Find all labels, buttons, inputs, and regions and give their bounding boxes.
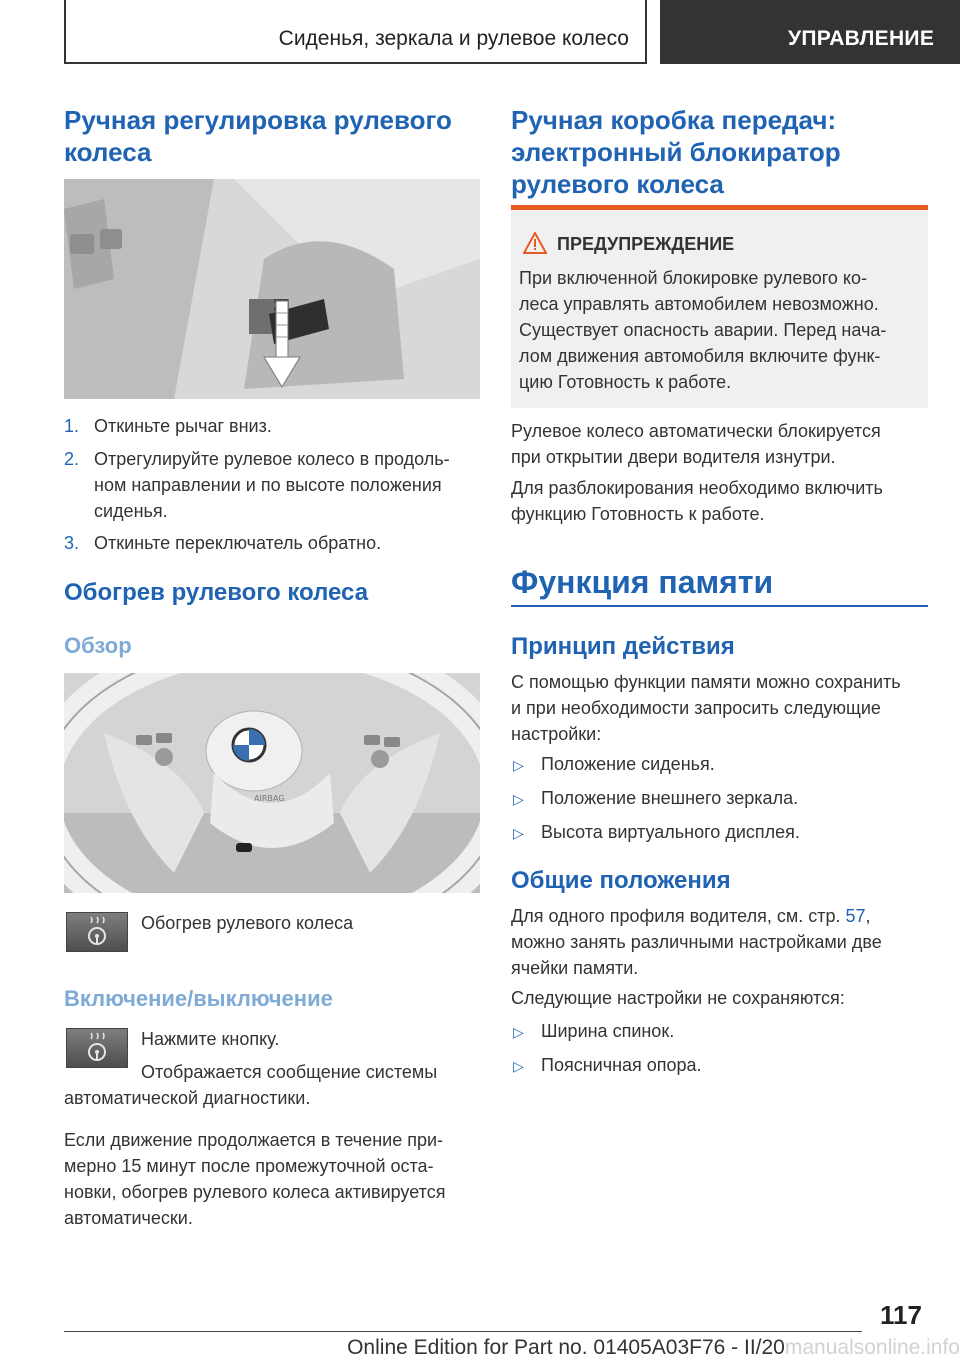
bullet-triangle-icon: ▷ <box>513 825 524 841</box>
message-line1: Отображается сообщение системы <box>141 1062 438 1082</box>
not-saved-item: Ширина спинок. <box>541 1021 675 1041</box>
memory-item: Положение внешнего зеркала. <box>541 788 799 808</box>
steering-wheel-image <box>64 673 480 893</box>
header-chapter-box <box>660 0 960 64</box>
warning-line: цию Готовность к работе. <box>519 372 732 392</box>
step-number-3: 3. <box>64 533 80 553</box>
steering-column-lever-image <box>64 179 480 399</box>
heating-button-image <box>66 1028 128 1068</box>
general-line-1-text: Для одного профиля водителя, см. стр. <box>511 906 841 926</box>
steering-lock-title-line: рулевого колеса <box>511 169 724 199</box>
airbag-label: AIRBAG <box>254 794 285 803</box>
warning-text <box>519 265 886 395</box>
step-1-text <box>94 413 272 439</box>
paragraph-line: настройки: <box>511 724 602 744</box>
message-line2: автоматической диагностики. <box>64 1088 311 1108</box>
step-number-1: 1. <box>64 416 80 436</box>
footer-rule <box>64 1331 862 1332</box>
bullet-triangle-icon: ▷ <box>513 1024 524 1040</box>
warning-line: леса управлять автомобилем невозможно. <box>519 294 879 314</box>
header-chapter: УПРАВЛЕНИЕ <box>788 27 935 50</box>
onoff-title: Включение/выключение <box>64 986 333 1011</box>
principle-text <box>511 669 901 747</box>
paragraph-line: и при необходимости запросить следующие <box>511 698 881 718</box>
lever-illustration <box>64 179 480 399</box>
steering-lock-title-line: электронный блокиратор <box>511 137 841 167</box>
heating-caption: Обогрев рулевого колеса <box>141 913 354 933</box>
wheel-heating-button-image <box>66 912 128 952</box>
manual-adjust-title-line1: Ручная регулировка рулевого <box>64 105 452 135</box>
memory-item: Высота виртуального дисплея. <box>541 822 800 842</box>
paragraph-line: мерно 15 минут после промежуточной оста- <box>64 1156 434 1176</box>
header-section-title: Сиденья, зеркала и рулевое колесо <box>278 27 629 50</box>
press-button-text: Нажмите кнопку. <box>141 1029 280 1049</box>
warning-line: лом движения автомобиля включите функ- <box>519 346 881 366</box>
lock-paragraph-1 <box>511 418 881 470</box>
paragraph-line: С помощью функции памяти можно сохранить <box>511 672 901 692</box>
paragraph-line: Если движение продолжается в течение при- <box>64 1130 444 1150</box>
steering-heat-icon <box>67 913 127 951</box>
step-1-line: Откиньте рычаг вниз. <box>94 416 272 436</box>
manual-adjust-title <box>64 104 452 168</box>
warning-line: Существует опасность аварии. Перед нача- <box>519 320 887 340</box>
step-2-line: ном направлении и по высоте положения <box>94 475 442 495</box>
memory-item: Положение сиденья. <box>541 754 715 774</box>
overview-title: Обзор <box>64 633 132 658</box>
paragraph-line: автоматически. <box>64 1208 193 1228</box>
general-line-1 <box>511 903 882 929</box>
steering-lock-title-line: Ручная коробка передач: <box>511 105 837 135</box>
manual-adjust-title-line2: колеса <box>64 137 152 167</box>
step-2-line: Отрегулируйте рулевое колесо в продоль- <box>94 449 450 469</box>
not-saved-item: Поясничная опора. <box>541 1055 702 1075</box>
paragraph-line: при открытии двери водителя изнутри. <box>511 447 836 467</box>
warning-line: При включенной блокировке рулевого ко- <box>519 268 867 288</box>
paragraph-line: функцию Готовность к работе. <box>511 504 765 524</box>
footer-edition: Online Edition for Part no. 01405A03F76 - II/20 <box>347 1336 785 1359</box>
warning-box <box>511 205 928 408</box>
paragraph-line: ячейки памяти. <box>511 958 639 978</box>
general-text <box>511 903 882 981</box>
steering-wheel-illustration <box>64 673 480 893</box>
page-57-link[interactable]: 57 <box>845 906 866 926</box>
step-2-line: сиденья. <box>94 501 168 521</box>
footer-watermark: manualsonline.info <box>784 1336 960 1359</box>
principle-title: Принцип действия <box>511 633 735 660</box>
general-title: Общие положения <box>511 867 731 894</box>
warning-triangle-icon <box>523 232 547 254</box>
paragraph-line: можно занять различными настройками две <box>511 932 882 952</box>
step-3-line: Откиньте переключатель обратно. <box>94 533 382 553</box>
paragraph-line: Для разблокирования необходимо включить <box>511 478 883 498</box>
general-line-1-comma: , <box>865 906 871 926</box>
lock-paragraph-2 <box>511 475 883 527</box>
step-3-text <box>94 530 381 556</box>
bullet-triangle-icon: ▷ <box>513 791 524 807</box>
paragraph-line: новки, обогрев рулевого колеса активируется <box>64 1182 446 1202</box>
step-number-2: 2. <box>64 449 80 469</box>
paragraph-line: Рулевое колесо автоматически блокируется <box>511 421 881 441</box>
not-saved-text: Следующие настройки не сохраняются: <box>511 988 845 1008</box>
steering-heat-icon <box>67 1029 127 1067</box>
bullet-triangle-icon: ▷ <box>513 1058 524 1074</box>
memory-function-title: Функция памяти <box>511 564 774 600</box>
header-section-box <box>64 0 647 64</box>
heating-auto-paragraph <box>64 1127 445 1231</box>
steering-lock-title <box>511 104 841 200</box>
bullet-triangle-icon: ▷ <box>513 757 524 773</box>
memory-title-rule <box>511 605 928 607</box>
footer-edition-line <box>0 1336 960 1360</box>
heating-section-title: Обогрев рулевого колеса <box>64 579 369 606</box>
warning-label: ПРЕДУПРЕЖДЕНИЕ <box>557 234 735 254</box>
step-2-text <box>94 446 450 524</box>
page-number: 117 <box>880 1300 922 1330</box>
